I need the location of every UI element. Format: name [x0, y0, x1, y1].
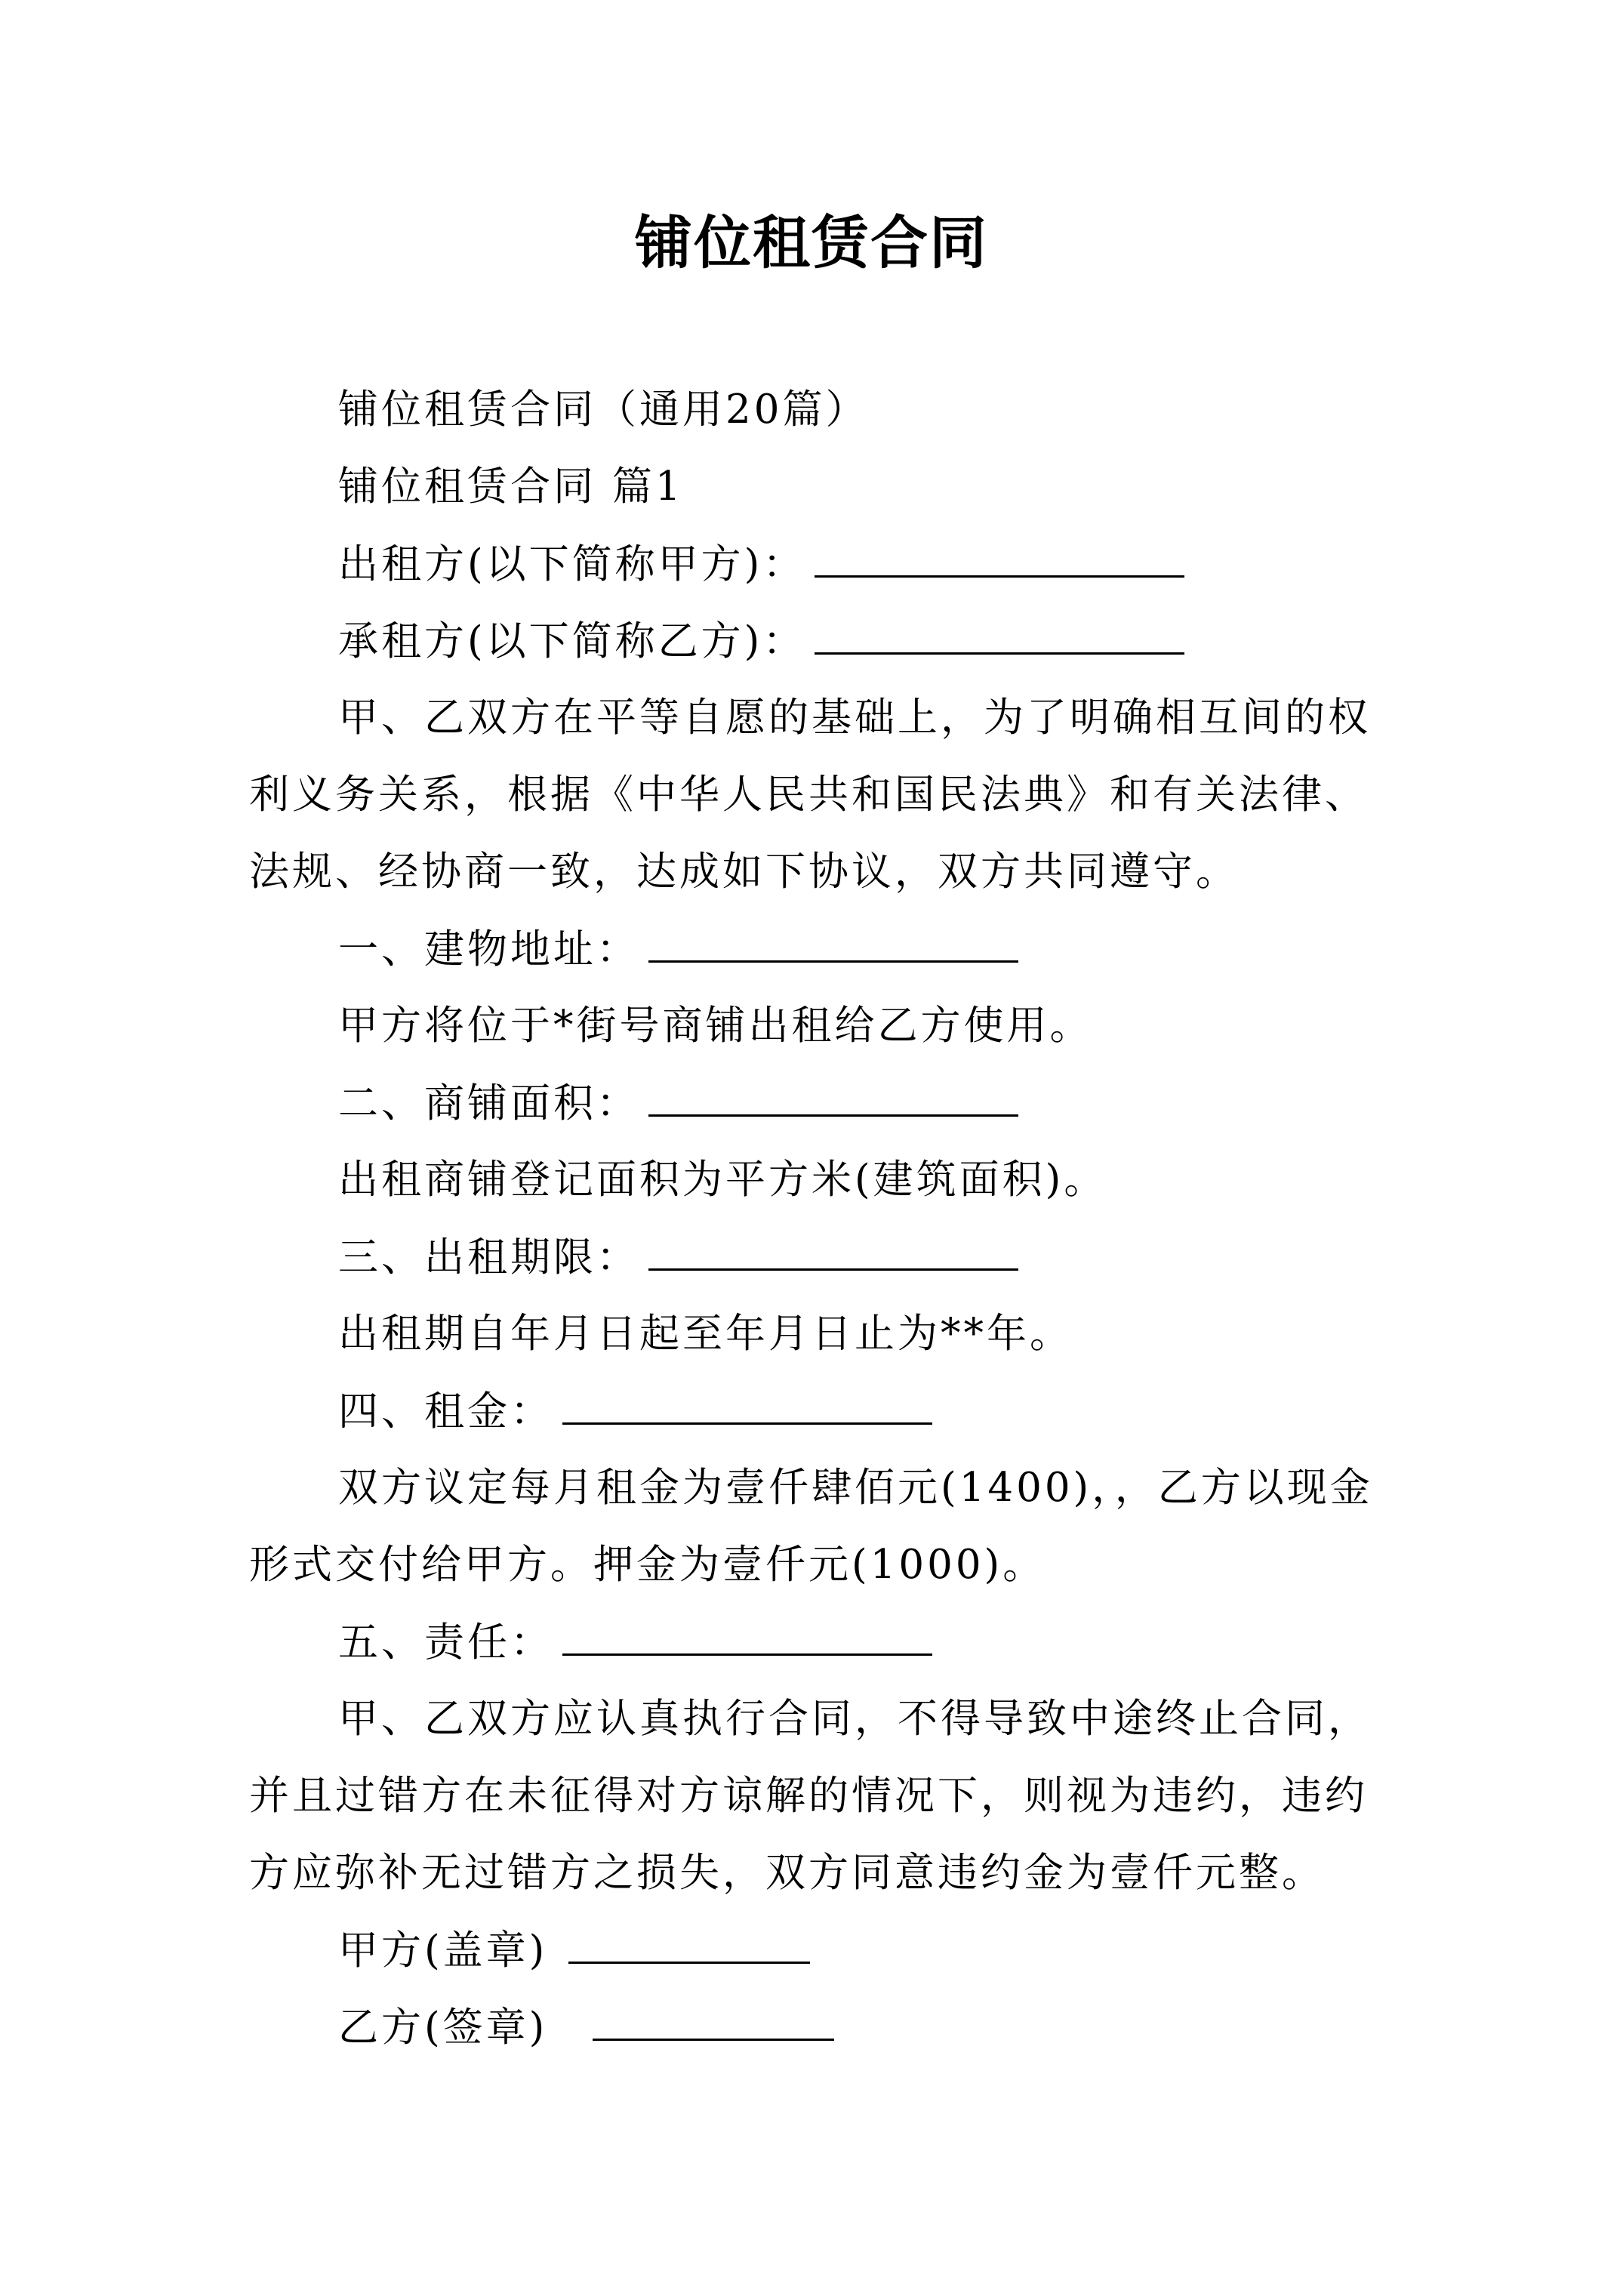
clause2-text: 出租商铺登记面积为平方米(建筑面积)。	[338, 1157, 1107, 1203]
party-a-seal-label: 甲方(盖章)	[338, 1928, 548, 1974]
clause2-blank	[648, 1077, 1018, 1117]
clause3-line	[338, 1231, 1018, 1284]
clause4-blank	[562, 1385, 932, 1425]
party-a-seal-blank	[568, 1924, 810, 1964]
lessor-blank	[815, 538, 1184, 578]
clause5-text-line-3: 方应弥补无过错方之损失，双方同意违约金为壹仟元整。	[249, 1850, 1325, 1896]
clause1-blank	[648, 923, 1018, 963]
clause4-line	[338, 1385, 932, 1438]
clause5-text-line-1: 甲、乙双方应认真执行合同，不得导致中途终止合同，	[338, 1696, 1371, 1742]
clause4-text-line-2: 形式交付给甲方。押金为壹仟元(1000)。	[249, 1542, 1046, 1588]
clause3-text: 出租期自年月日起至年月日止为**年。	[338, 1311, 1073, 1357]
clause1-text: 甲方将位于*街号商铺出租给乙方使用。	[338, 1003, 1093, 1049]
party-a-seal-line	[338, 1924, 810, 1977]
document-title: 铺位租赁合同	[635, 209, 988, 276]
document-subtitle: 铺位租赁合同（通用20篇）	[338, 387, 869, 433]
clause2-line	[338, 1077, 1018, 1130]
lessor-line	[338, 538, 1184, 591]
lessee-line	[338, 615, 1184, 668]
party-b-sign-blank	[593, 2001, 834, 2041]
intro-line-2: 利义务关系，根据《中华人民共和国民法典》和有关法律、	[249, 772, 1368, 818]
lessor-label: 出租方(以下简称甲方)：	[338, 541, 806, 587]
lessee-blank	[815, 615, 1184, 655]
clause1-line	[338, 923, 1018, 976]
intro-line-3: 法规、经协商一致，达成如下协议，双方共同遵守。	[249, 849, 1239, 895]
clause5-text-line-2: 并且过错方在未征得对方谅解的情况下，则视为违约，违约	[249, 1773, 1368, 1819]
party-b-sign-line	[338, 2001, 834, 2054]
clause3-label: 三、出租期限：	[338, 1234, 639, 1281]
clause5-label: 五、责任：	[338, 1620, 553, 1666]
clause2-label: 二、商铺面积：	[338, 1080, 639, 1126]
section-heading: 铺位租赁合同 篇1	[338, 464, 684, 510]
party-b-sign-label: 乙方(签章)	[338, 2005, 548, 2051]
lessee-label: 承租方(以下简称乙方)：	[338, 618, 806, 664]
intro-line-1: 甲、乙双方在平等自愿的基础上，为了明确相互间的权	[338, 695, 1371, 741]
clause4-label: 四、租金：	[338, 1388, 553, 1435]
clause5-blank	[562, 1616, 932, 1656]
clause1-label: 一、建物地址：	[338, 926, 639, 972]
clause3-blank	[648, 1231, 1018, 1271]
clause4-text-line-1: 双方议定每月租金为壹仟肆佰元(1400)，，乙方以现金	[338, 1465, 1373, 1511]
clause5-line	[338, 1616, 932, 1669]
